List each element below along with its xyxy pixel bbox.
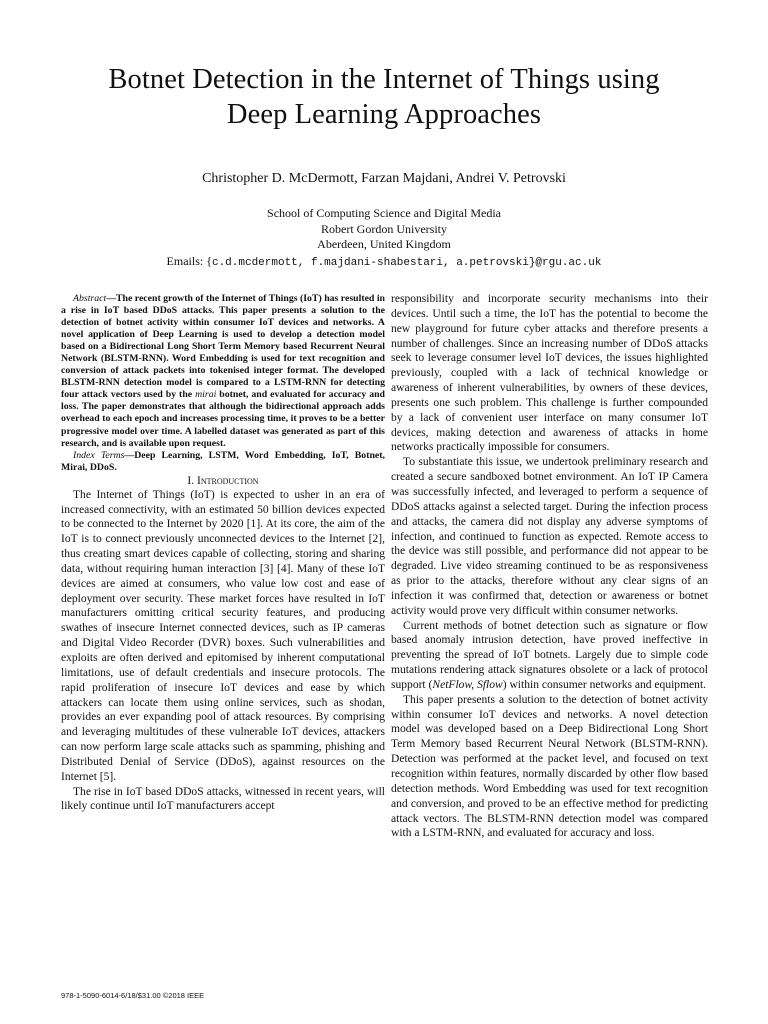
right-paragraph-1: responsibility and incorporate security mechanisms into their devices. Until such a time, the IoT has the potential to become the new playground for future cyber attacks and therefore presents a number of challenges. Since an increasing number of DDoS attacks seek to leverage consumer level IoT devices, the issues highlighted previously, coupled with a lack of technical knowledge or awareness of inherent vulnerabilities, by owners of these devices, presents one such problem. This challenge is further compounded by a lack of convenient user interface on many consumer IoT devices, making detection and awareness of attacks in home networks practically impossible for consumers. xyxy=(391,293,708,454)
intro-paragraph-1: The Internet of Things (IoT) is expected to usher in an era of increased connectivity, with an estimated 50 billion devices expected to be connected to the Internet by 2020 [1]. At its core, the aim of the IoT is to connect previously unconnected devices to the Internet [2], thus creating smart devices capable of collecting, storing and sharing data, without requiring human interaction [3] [4]. Many of these IoT devices are aimed at consumers, who value low cost and ease of deployment over security. These market forces have resulted in IoT manufacturers omitting critical security features, and producing swathes of insecure Internet connected devices, such as IP cameras and Digital Video Recorder (DVR) boxes. Such vulnerabilities and exploits are often derived and epitomised by inherent computational limitations, use of default credentials and insecure protocols. The rapid proliferation of insecure IoT devices and ease by which attackers can locate them using online services, such as shodan, provides an ever expanding pool of attack resources. By comprising and leveraging multitudes of these vulnerable IoT devices, attackers can now perform large scale attacks such as spamming, phishing and Distributed Denial of Service (DDoS), against resources on the Internet [5]. xyxy=(61,488,385,783)
index-terms-text: —Deep Learning, LSTM, Word Embedding, IoT, Botnet, Mirai, DDoS. xyxy=(61,449,385,473)
right-paragraph-3 xyxy=(391,619,708,693)
right-paragraph-3-text-2: ) within consumer networks and equipment. xyxy=(502,678,707,691)
section-heading-introduction xyxy=(61,474,385,488)
abstract-text-1: —The recent growth of the Internet of Things (IoT) has resulted in a rise in IoT based DDoS attacks. This paper presents a solution to the detection of botnet activity within consumer IoT devices and networks. A novel application of Deep Learning is used to develop a detection model based on a Bidirectional Long Short Term Memory based Recurrent Neural Network (BLSTM-RNN). Word Embedding is used for text recognition and conversion of attack packets into tokenised integer format. The developed BLSTM-RNN detection model is compared to a LSTM-RNN for detecting four attack vectors used by the xyxy=(61,293,385,401)
emails-open-brace: { xyxy=(206,254,212,268)
index-terms-lead: Index Terms xyxy=(73,449,125,461)
affiliation-school: School of Computing Science and Digital Media xyxy=(267,206,501,220)
author-emails xyxy=(40,254,728,271)
abstract-lead: Abstract xyxy=(73,293,107,304)
abstract-mirai: mirai xyxy=(195,389,217,401)
paper-title-line2: Deep Learning Approaches xyxy=(226,99,542,130)
section-title: Introduction xyxy=(196,474,259,487)
right-paragraph-3-protocols: NetFlow, Sflow xyxy=(432,678,503,691)
copyright-footer: 978-1-5090-6014-6/18/$31.00 ©2018 IEEE xyxy=(61,991,205,1000)
email-addresses: c.d.mcdermott, f.majdani-shabestari, a.petrovski xyxy=(211,257,529,269)
right-paragraph-3-text-1: Current methods of botnet detection such as signature or flow based anomaly intrusion detection, have proved ineffective in preventing the spread of IoT botnets. Largely due to simple code mutations rendering attack signatures obsolete or a lack of protocol support ( xyxy=(391,619,708,691)
abstract-text-2: botnet, and evaluated for accuracy and loss. The paper demonstrates that although the bidirectional approach adds overhead to each epoch and increases processing time, it proves to be a better progressive model over time. A labelled dataset was generated as part of this research, and is available upon request. xyxy=(61,389,385,449)
paper-title xyxy=(40,62,728,132)
affiliation-university: Robert Gordon University xyxy=(321,221,447,236)
affiliation xyxy=(40,206,728,253)
paper-title-line1: Botnet Detection in the Internet of Things using xyxy=(108,64,660,95)
section-numeral: I. xyxy=(187,474,197,487)
intro-paragraph-2: The rise in IoT based DDoS attacks, witnessed in recent years, will likely continue until IoT manufacturers accept xyxy=(61,785,385,813)
affiliation-location: Aberdeen, United Kingdom xyxy=(317,237,451,251)
right-column xyxy=(391,292,708,841)
email-domain: }@rgu.ac.uk xyxy=(528,257,602,269)
index-terms xyxy=(61,450,385,474)
author-list: Christopher D. McDermott, Farzan Majdani, Andrei V. Petrovski xyxy=(202,171,566,186)
left-column xyxy=(61,293,385,814)
right-paragraph-4: This paper presents a solution to the detection of botnet activity within consumer IoT devices and networks. A novel detection model was developed based on a Deep Bidirectional Long Short Term Memory based Recurrent Neural Network (BLSTM-RNN). Detection was performed at the packet level, and focused on text recognition within features, normally discarded by other flow based detection methods. Word Embedding was used for text recognition and conversion, and proved to be an effective method for predicting attack vectors. The BLSTM-RNN detection model was compared with a LSTM-RNN, and evaluated for accuracy and loss. xyxy=(391,693,708,840)
emails-label: Emails: xyxy=(166,254,207,268)
right-paragraph-2: To substantiate this issue, we undertook preliminary research and created a secure sandboxed botnet environment. An IoT IP Camera was successfully infected, and leveraged to perform a sequence of DDoS attacks against a selected target. During the infection process and attacks, the camera did not display any adverse symptoms of infection, and continued to function as expected. Remote access to the device was still possible, and performance did not appear to be degraded. Live video streaming continued to be as responsiveness as prior to the attacks, therefore without any clear signs of an infection it was confirmed that, detection or awareness or botnet activity would prove very difficult within consumer networks. xyxy=(391,456,708,617)
abstract xyxy=(61,293,385,450)
